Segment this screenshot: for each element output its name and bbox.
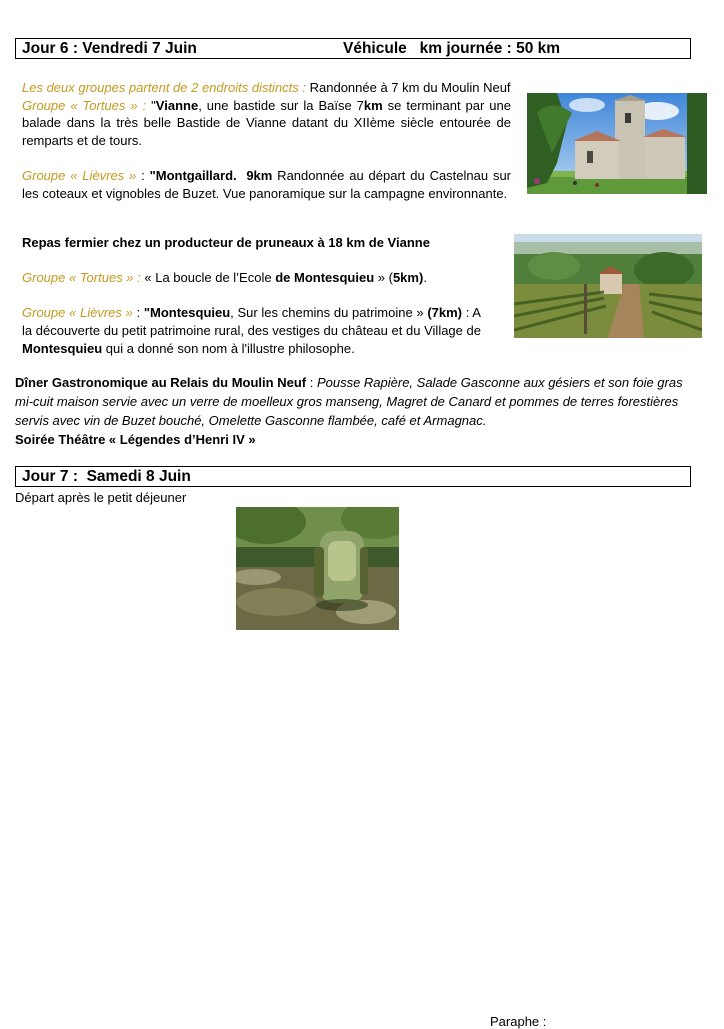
lievres2-km: (7km) bbox=[427, 305, 463, 321]
dinner-sep: : bbox=[306, 375, 317, 390]
tortues-text-2: se terminant par une balade dans la très belle Bastide de Vianne datant du XIIème siècle entourée de remparts et de tours. bbox=[22, 97, 511, 148]
lievres2-text-3: qui a donné son nom à l'illustre philosophe. bbox=[102, 340, 355, 356]
lievres2-text: , Sur les chemins du patrimoine » bbox=[230, 305, 428, 321]
tortues2-km: 5km) bbox=[392, 270, 424, 286]
tortues-text: , une bastide sur la Baïse 7 bbox=[198, 97, 364, 113]
day7-title: Jour 7 : Samedi 8 Juin bbox=[22, 468, 191, 485]
day6-lunch-paragraph bbox=[22, 234, 481, 357]
evening-event: Soirée Théâtre « Légendes d’Henri IV » bbox=[15, 432, 256, 447]
lievres-text: Randonnée au départ du Castelnau sur les coteaux et vignobles de Buzet. Vue panoramique sur la campagne environnante. bbox=[22, 167, 512, 201]
tortues2-label: Groupe « Tortues » : bbox=[22, 270, 141, 286]
lievres2-text-2: : A la découverte du petit patrimoine rural, des vestiges du château et du Village de bbox=[22, 305, 481, 338]
lievres-label: Groupe « Lièvres » bbox=[22, 167, 137, 183]
backpack-photo bbox=[236, 507, 399, 630]
day6-vehicle-km: Véhicule km journée : 50 km bbox=[343, 40, 561, 57]
lievres2-label: Groupe « Lièvres » bbox=[22, 305, 133, 321]
intro-text: Randonnée à 7 km du Moulin Neuf bbox=[306, 80, 511, 95]
day7-departure: Départ après le petit déjeuner bbox=[15, 490, 187, 505]
day6-intro-paragraph bbox=[22, 79, 511, 202]
tortues2-end: . bbox=[423, 270, 427, 286]
intro-label: Les deux groupes partent de 2 endroits distincts : bbox=[22, 80, 307, 95]
lievres2-village: Montesquieu bbox=[22, 340, 103, 356]
lievres2-sep: : bbox=[132, 305, 144, 321]
lunch-title: Repas fermier chez un producteur de pruneaux à 18 km de Vianne bbox=[22, 235, 430, 250]
vineyard-photo bbox=[514, 234, 702, 338]
tortues-place: Vianne bbox=[155, 97, 199, 113]
dinner-paragraph bbox=[15, 373, 688, 449]
dinner-label: Dîner Gastronomique au Relais du Moulin Neuf bbox=[15, 375, 307, 390]
lievres-place: "Montgaillard. 9km bbox=[149, 167, 273, 183]
lievres2-place: "Montesquieu bbox=[143, 305, 231, 321]
tortues-label: Groupe « Tortues » : bbox=[22, 97, 147, 113]
day6-title: Jour 6 : Vendredi 7 Juin bbox=[22, 40, 197, 57]
tortues2-place: de Montesquieu bbox=[275, 270, 375, 286]
church-photo bbox=[527, 93, 707, 194]
paraphe-label: Paraphe : bbox=[490, 1014, 547, 1029]
day6-header-box bbox=[15, 38, 691, 59]
tortues2-text-2: » ( bbox=[374, 270, 393, 286]
lievres-sep: : bbox=[136, 167, 150, 183]
tortues-quote: " bbox=[146, 97, 156, 113]
tortues-km: km bbox=[363, 97, 383, 113]
dinner-menu: Pousse Rapière, Salade Gasconne aux gésiers et son foie gras mi-cuit maison servie avec un verre de moelleux gros manseng, Magret de Canard et pommes de terres forestières servis avec vin de Buzet bouché, Omelette Gasconne flambée, café et Armagnac. bbox=[15, 375, 683, 428]
day7-header-box bbox=[15, 466, 691, 487]
tortues2-text: « La boucle de l’Ecole bbox=[140, 270, 276, 286]
